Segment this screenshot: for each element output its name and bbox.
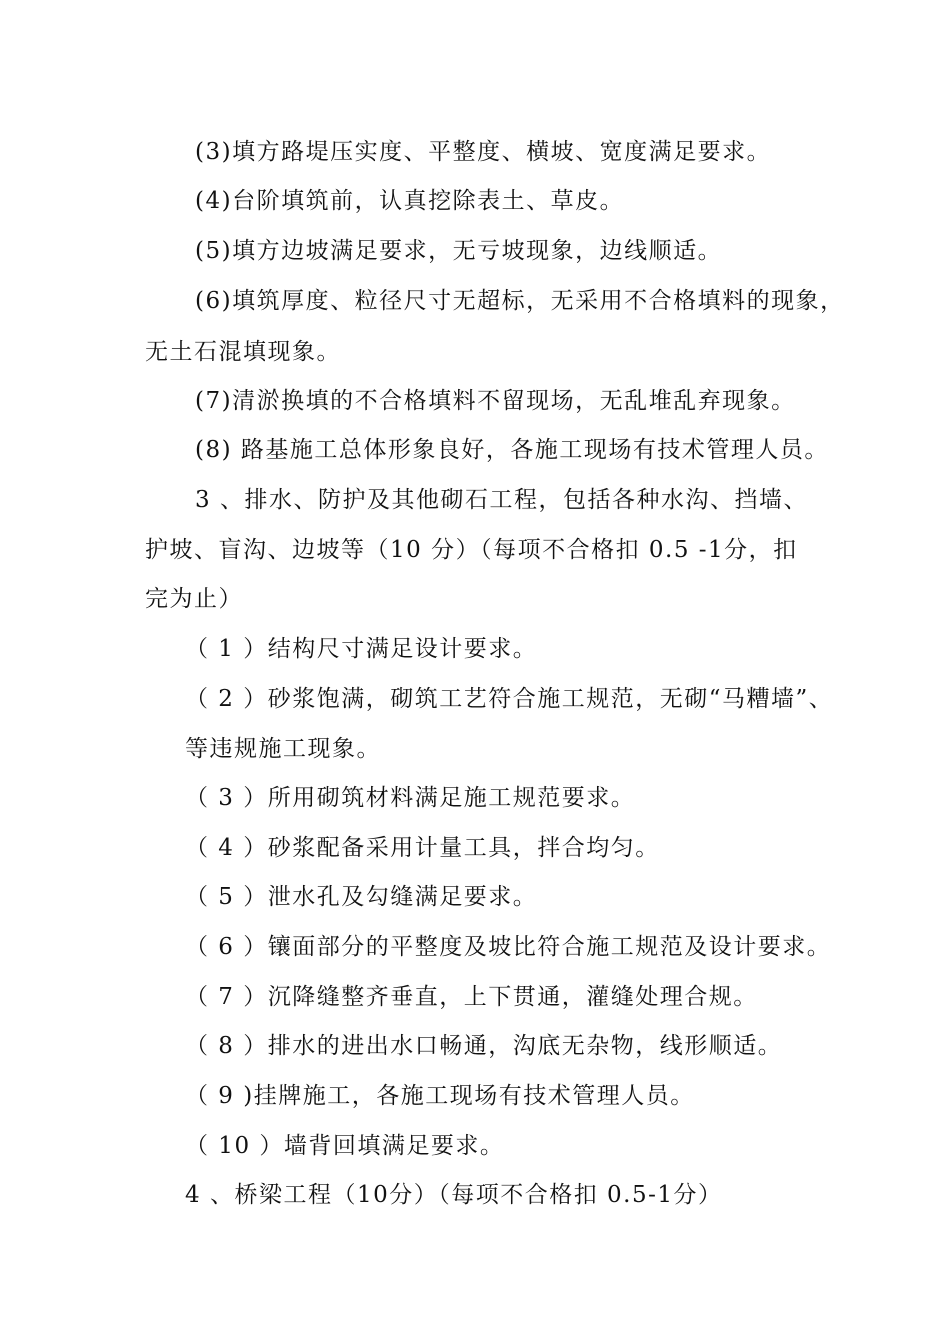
section-3-heading-continuation: 护坡、盲沟、边坡等（10 分）（每项不合格扣 0.5 -1分，扣 — [145, 537, 798, 563]
item-3-compaction: (3)填方路堤压实度、平整度、横坡、宽度满足要求。 — [195, 139, 772, 165]
section-4-heading: 4 、桥梁工程（10分）（每项不合格扣 0.5-1分） — [185, 1182, 723, 1208]
item-6-continuation: 无土石混填现象。 — [145, 339, 341, 365]
item-6-fill-thickness: (6)填筑厚度、粒径尺寸无超标，无采用不合格填料的现象， — [195, 288, 845, 314]
sub-item-4: （ 4 ）砂浆配备采用计量工具，拌合均匀。 — [185, 835, 660, 861]
section-3-heading-end: 完为止） — [145, 586, 243, 612]
sub-item-8: （ 8 ）排水的进出水口畅通，沟底无杂物，线形顺适。 — [185, 1033, 783, 1059]
sub-item-6: （ 6 ）镶面部分的平整度及坡比符合施工规范及设计要求。 — [185, 934, 832, 960]
sub-item-10: （ 10 ）墙背回填满足要求。 — [185, 1133, 505, 1159]
sub-item-2-continuation: 等违规施工现象。 — [185, 736, 381, 762]
item-8-site-management: (8) 路基施工总体形象良好，各施工现场有技术管理人员。 — [195, 437, 829, 463]
sub-item-5: （ 5 ）泄水孔及勾缝满足要求。 — [185, 884, 538, 910]
item-5-fill-slope: (5)填方边坡满足要求，无亏坡现象，边线顺适。 — [195, 238, 723, 264]
sub-item-9: （ 9 )挂牌施工，各施工现场有技术管理人员。 — [185, 1083, 695, 1109]
sub-item-1: （ 1 ）结构尺寸满足设计要求。 — [185, 636, 538, 662]
sub-item-2: （ 2 ）砂浆饱满，砌筑工艺符合施工规范，无砌“马糟墙”、 — [185, 686, 834, 712]
item-4-step-filling: (4)台阶填筑前，认真挖除表土、草皮。 — [195, 188, 625, 214]
section-3-heading: 3 、排水、防护及其他砌石工程，包括各种水沟、挡墙、 — [195, 487, 808, 513]
item-7-silt-removal: (7)清淤换填的不合格填料不留现场，无乱堆乱弃现象。 — [195, 388, 796, 414]
sub-item-3: （ 3 ）所用砌筑材料满足施工规范要求。 — [185, 785, 636, 811]
sub-item-7: （ 7 ）沉降缝整齐垂直，上下贯通，灌缝处理合规。 — [185, 984, 758, 1010]
